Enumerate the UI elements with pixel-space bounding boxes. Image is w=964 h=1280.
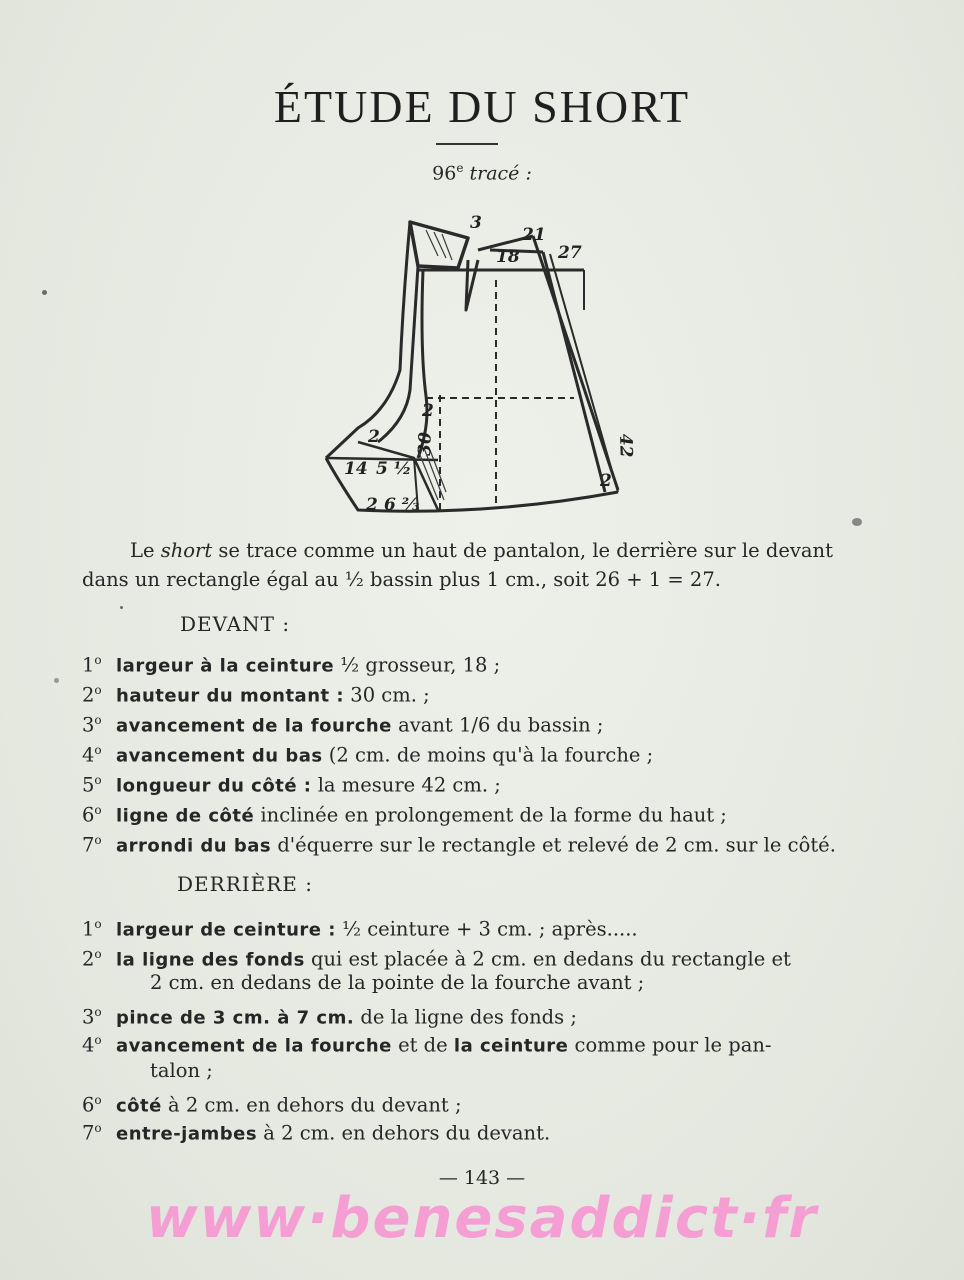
item-number: [82, 736, 116, 770]
item-number-digit: 3: [82, 713, 95, 737]
derriere-heading: DERRIÈRE :: [177, 872, 314, 896]
paper-speck: [42, 290, 47, 295]
label-2-bottom: 2: [366, 495, 378, 515]
item-number-sup: o: [94, 1005, 102, 1019]
front-crotch-inner: [378, 266, 418, 442]
item-term: ligne de côté: [116, 805, 255, 827]
page-number: — 143 —: [438, 1167, 526, 1189]
item-number-sup: o: [94, 1121, 102, 1135]
item-number-digit: 5: [82, 773, 95, 797]
item-term: longueur du côté :: [116, 775, 312, 797]
label-6-third: 6 ⅔: [384, 495, 420, 515]
label-2-right: 2: [600, 471, 612, 491]
item-text: à 2 cm. en dehors du devant.: [257, 1121, 551, 1145]
item-number: [82, 940, 116, 974]
item-text: et de: [391, 1033, 454, 1057]
item-text: ½ grosseur, 18 ;: [334, 653, 501, 677]
item-text: avant 1/6 du bassin ;: [391, 713, 604, 737]
item-term: largeur à la ceinture: [116, 655, 335, 677]
item-term: la ligne des fonds: [116, 949, 305, 971]
caption-label: tracé :: [469, 162, 532, 185]
item-number-sup: o: [94, 683, 102, 697]
paper-speck: [120, 606, 123, 609]
hatch: [434, 232, 446, 258]
item-number: [82, 910, 116, 944]
item-number-digit: 7: [82, 833, 95, 857]
item-term: la ceinture: [453, 1035, 569, 1057]
item-term: largeur de ceinture :: [116, 919, 336, 941]
item-text: comme pour le pan-: [568, 1033, 772, 1057]
item-text: inclinée en prolongement de la forme du haut ;: [254, 803, 727, 827]
hatch: [442, 234, 452, 260]
intro-text-short: short: [160, 539, 213, 562]
dart: [466, 260, 478, 310]
list-item-continuation: 2 cm. en dedans de la pointe de la fourche avant ;: [150, 971, 645, 994]
item-number-sup: o: [94, 773, 102, 787]
item-number-sup: o: [94, 947, 102, 961]
item-number-digit: 7: [82, 1121, 95, 1145]
label-30: 30: [415, 431, 436, 457]
item-term: arrondi du bas: [116, 835, 272, 857]
item-term: entre-jambes: [116, 1123, 258, 1145]
figure-caption: [0, 161, 964, 184]
item-number-sup: o: [94, 653, 102, 667]
item-term: côté: [116, 1095, 162, 1117]
item-text: de la ligne des fonds ;: [354, 1005, 577, 1029]
item-number-digit: 4: [82, 1033, 95, 1057]
item-number: [82, 676, 116, 710]
paper-speck: [852, 518, 862, 526]
item-text: (2 cm. de moins qu'à la fourche ;: [322, 743, 654, 767]
intro-text-a: Le: [130, 539, 161, 562]
item-number-digit: 4: [82, 743, 95, 767]
item-number-sup: o: [94, 1093, 102, 1107]
label-27: 27: [558, 243, 582, 263]
back-side-line: [533, 236, 618, 490]
front-side-line: [543, 252, 605, 492]
waist-piece: [410, 222, 468, 268]
label-42: 42: [615, 433, 636, 458]
list-item: [82, 826, 836, 861]
item-number-digit: 3: [82, 1005, 95, 1029]
list-item-continuation: talon ;: [150, 1059, 213, 1082]
paper-speck: [54, 678, 59, 683]
item-term: avancement de la fourche: [116, 715, 392, 737]
item-number-sup: o: [94, 917, 102, 931]
item-number: [82, 826, 116, 860]
intro-line-2: dans un rectangle égal au ½ bassin plus 1 cm., soit 26 + 1 = 27.: [82, 568, 721, 591]
item-number-sup: o: [94, 803, 102, 817]
item-text: qui est placée à 2 cm. en dedans du rectangle et: [304, 947, 791, 971]
label-14: 14: [344, 459, 368, 479]
item-number: [82, 706, 116, 740]
short-pattern-diagram: [318, 210, 638, 522]
item-number: [82, 1114, 116, 1148]
item-number-sup: o: [94, 743, 102, 757]
item-number-digit: 1: [82, 917, 95, 941]
label-5-half: 5 ½: [376, 459, 412, 479]
back-crotch-line: [418, 270, 427, 458]
intro-text-b: se trace comme un haut de pantalon, le derrière sur le devant: [212, 539, 833, 562]
item-term: avancement de la fourche: [116, 1035, 392, 1057]
devant-heading: DEVANT :: [180, 612, 291, 636]
label-2-top: 2: [422, 401, 434, 421]
item-number-sup: o: [94, 833, 102, 847]
item-number-digit: 1: [82, 653, 95, 677]
intro-line-1: [130, 536, 833, 565]
caption-sup: e: [456, 161, 464, 175]
item-number-digit: 2: [82, 947, 95, 971]
list-item: [82, 1114, 550, 1149]
item-number: [82, 766, 116, 800]
item-text: à 2 cm. en dehors du devant ;: [161, 1093, 462, 1117]
item-text: 30 cm. ;: [344, 683, 430, 707]
item-number: [82, 796, 116, 830]
item-number: [82, 1026, 116, 1060]
item-number-digit: 6: [82, 1093, 95, 1117]
item-text: d'équerre sur le rectangle et relevé de 2 cm. sur le côté.: [271, 833, 836, 857]
hatch: [426, 230, 438, 256]
item-number-digit: 2: [82, 683, 95, 707]
page-title: ÉTUDE DU SHORT: [273, 81, 691, 132]
item-number: [82, 646, 116, 680]
title-underline: [436, 143, 498, 145]
label-2-left: 2: [368, 427, 380, 447]
item-term: avancement du bas: [116, 745, 323, 767]
item-text: ½ ceinture + 3 cm. ; après.....: [335, 917, 638, 941]
item-number-sup: o: [94, 1033, 102, 1047]
item-term: hauteur du montant :: [116, 685, 345, 707]
item-text: la mesure 42 cm. ;: [311, 773, 501, 797]
item-number-digit: 6: [82, 803, 95, 827]
label-18: 18: [496, 247, 520, 267]
watermark: www·benesaddict·fr: [145, 1186, 819, 1251]
caption-number: 96: [432, 162, 457, 185]
item-term: pince de 3 cm. à 7 cm.: [116, 1007, 355, 1029]
item-number-sup: o: [94, 713, 102, 727]
label-21: 21: [522, 225, 546, 245]
label-3: 3: [470, 213, 482, 233]
